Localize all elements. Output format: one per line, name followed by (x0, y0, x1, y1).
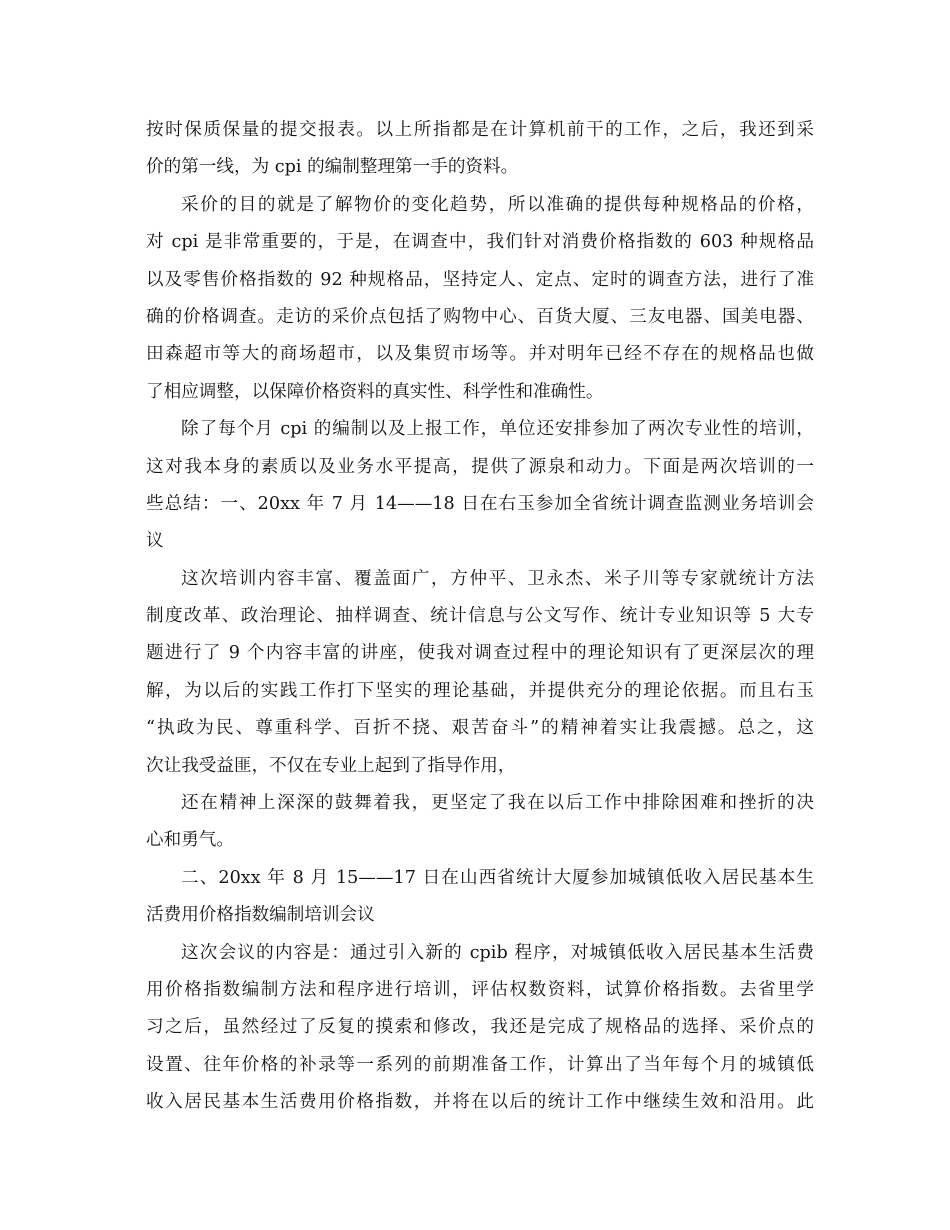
document-body (146, 112, 814, 1122)
text-line: 解，为以后的实践工作打下坚实的理论基础，并提供充分的理论依据。而且右玉 (146, 680, 814, 701)
text-line: 心和勇气。 (146, 830, 234, 851)
text-line: 价的第一线，为 cpi 的编制整理第一手的资料。 (146, 157, 519, 178)
paragraph (146, 561, 814, 785)
text-line: 以及零售价格指数的 92 种规格品，坚持定人、定点、定时的调查方法，进行了准 (146, 269, 814, 290)
text-line: 制度改革、政治理论、抽样调查、统计信息与公文写作、统计专业知识等 5 大专 (146, 606, 814, 627)
text-line: 这对我本身的素质以及业务水平提高，提供了源泉和动力。下面是两次培训的一 (146, 456, 814, 477)
text-line: 用价格指数编制方法和程序进行培训，评估权数资料，试算价格指数。去省里学 (146, 979, 814, 1000)
text-line: 还在精神上深深的鼓舞着我，更坚定了我在以后工作中排除困难和挫折的决 (181, 793, 814, 814)
text-line: 确的价格调查。走访的采价点包括了购物中心、百货大厦、三友电器、国美电器、 (146, 306, 814, 327)
text-line: 二、20xx 年 8 月 15——17 日在山西省统计大厦参加城镇低收入居民基本生 (181, 867, 814, 888)
text-line: “执政为民、尊重科学、百折不挠、艰苦奋斗”的精神着实让我震撼。总之，这 (146, 718, 814, 739)
paragraph (146, 411, 814, 561)
text-line: 按时保质保量的提交报表。以上所指都是在计算机前干的工作，之后，我还到采 (146, 120, 814, 140)
text-line: 了相应调整，以保障价格资料的真实性、科学性和准确性。 (146, 381, 604, 402)
paragraph (146, 860, 814, 935)
text-line: 对 cpi 是非常重要的，于是，在调查中，我们针对消费价格指数的 603 种规格品 (146, 232, 814, 253)
text-line: 活费用价格指数编制培训会议 (146, 905, 375, 926)
text-line: 议 (146, 531, 164, 552)
paragraph (146, 187, 814, 411)
paragraph (146, 112, 814, 187)
text-line: 设置、往年价格的补录等一系列的前期准备工作，计算出了当年每个月的城镇低 (146, 1054, 814, 1075)
text-line: 习之后，虽然经过了反复的摸索和修改，我还是完成了规格品的选择、采价点的 (146, 1017, 814, 1038)
text-line: 这次会议的内容是：通过引入新的 cpib 程序，对城镇低收入居民基本生活费 (181, 942, 814, 963)
paragraph (146, 935, 814, 1122)
text-line: 这次培训内容丰富、覆盖面广，方仲平、卫永杰、米子川等专家就统计方法 (181, 568, 814, 589)
text-line: 些总结：一、20xx 年 7 月 14——18 日在右玉参加全省统计调查监测业务培训会 (146, 493, 814, 514)
text-line: 采价的目的就是了解物价的变化趋势，所以准确的提供每种规格品的价格， (181, 194, 814, 215)
text-line: 收入居民基本生活费用价格指数，并将在以后的统计工作中继续生效和沿用。此 (146, 1092, 814, 1113)
text-line: 除了每个月 cpi 的编制以及上报工作，单位还安排参加了两次专业性的培训， (181, 419, 814, 440)
text-line: 次让我受益匪，不仅在专业上起到了指导作用， (146, 755, 516, 776)
text-line: 田森超市等大的商场超市，以及集贸市场等。并对明年已经不存在的规格品也做 (146, 344, 814, 365)
text-line: 题进行了 9 个内容丰富的讲座，使我对调查过程中的理论知识有了更深层次的理 (146, 643, 814, 664)
paragraph (146, 785, 814, 860)
